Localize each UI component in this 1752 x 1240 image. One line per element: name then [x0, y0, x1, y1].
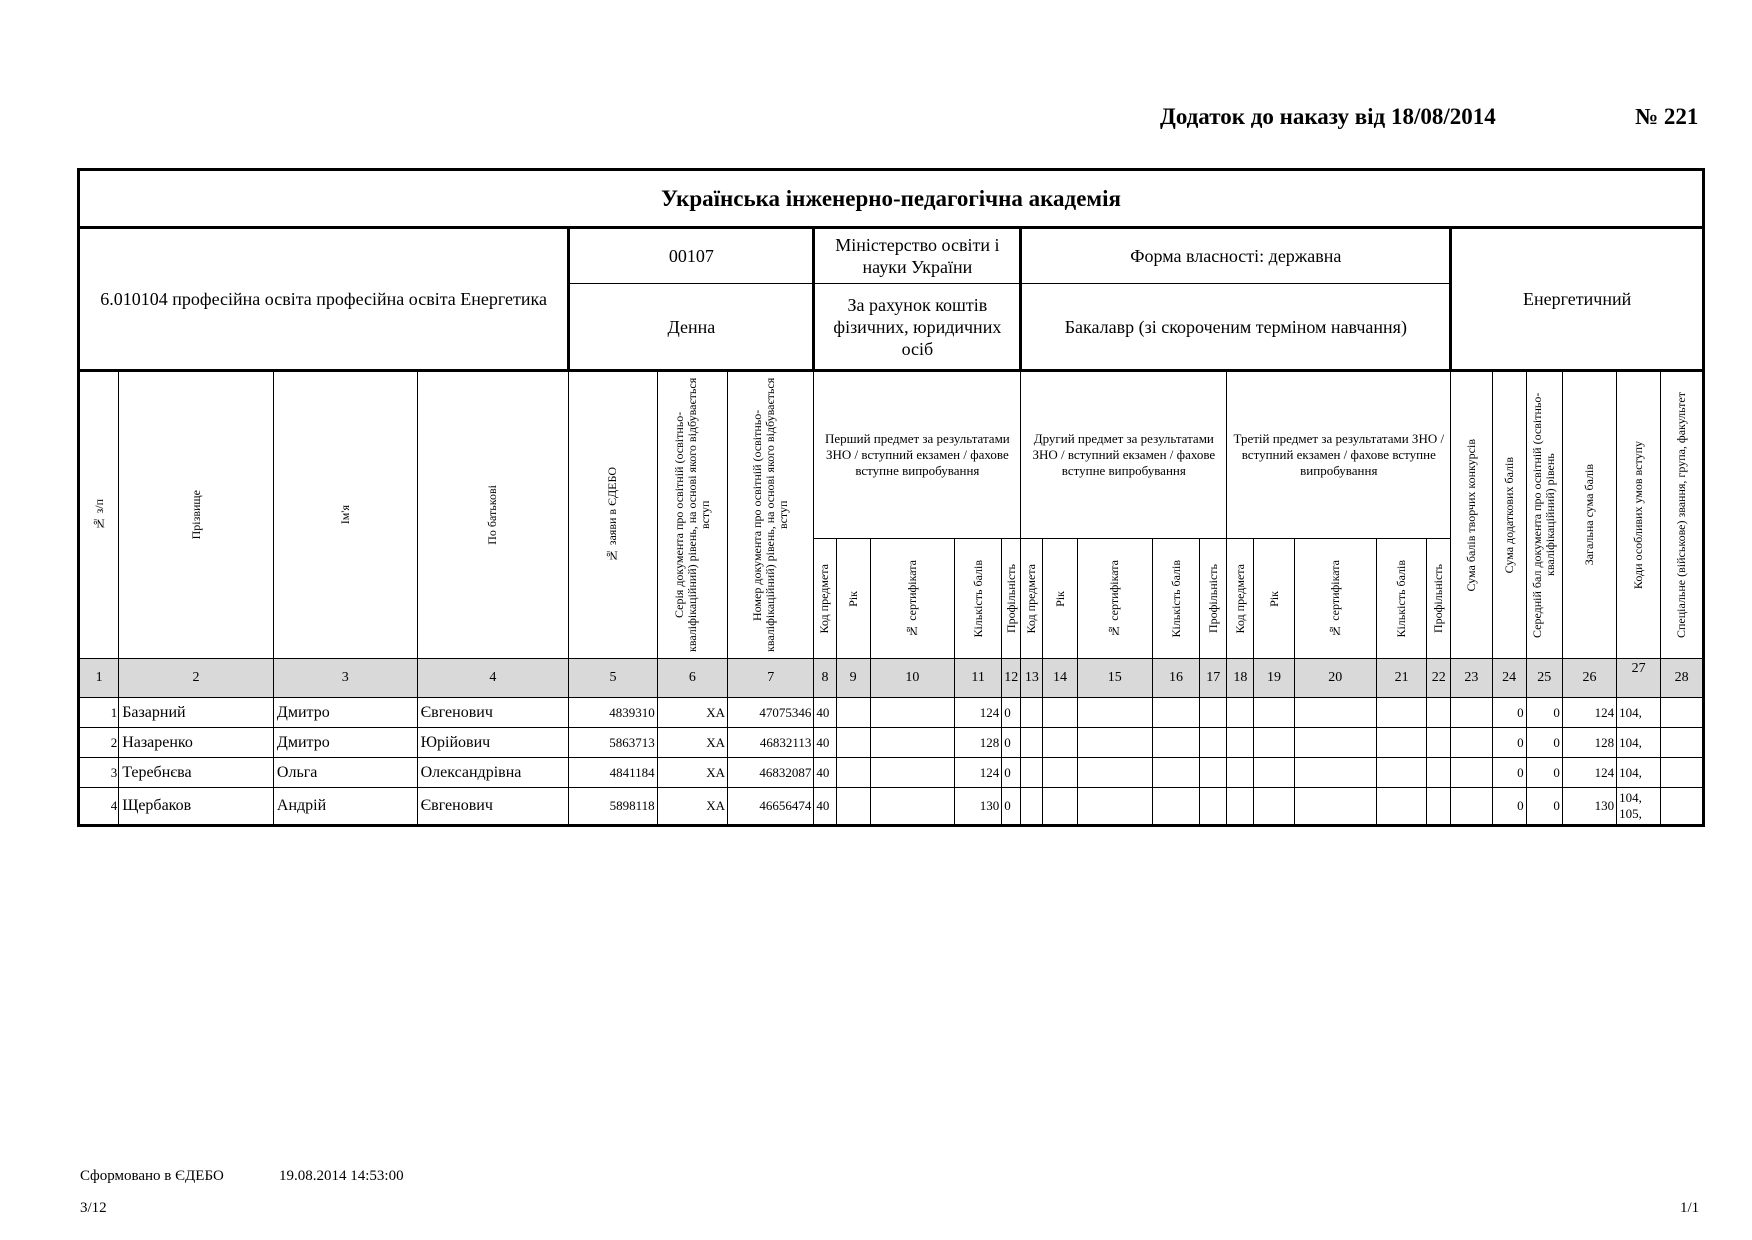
s2-score-label: Кількість балів [1168, 559, 1183, 638]
application-cell: 5863713 [569, 728, 657, 758]
column-number: 5 [569, 659, 657, 698]
col-total-header [1562, 371, 1616, 659]
empty-cell [1077, 698, 1152, 728]
s1-code-label: Код предмета [817, 563, 832, 634]
name-cell: Ольга [273, 758, 417, 788]
name-cell: Дмитро [273, 698, 417, 728]
table-row [79, 728, 1704, 758]
col-application-label: № заяви в ЄДЕБО [605, 467, 620, 563]
empty-cell [1294, 728, 1376, 758]
profile-cell: 0 [1002, 788, 1021, 826]
profile-cell: 0 [1002, 728, 1021, 758]
doc-number-cell: 47075346 [728, 698, 814, 728]
special-codes-cell: 104, [1617, 698, 1661, 728]
col-doc-series-label: Серія документа про освітній (освітньо-кваліфікаційний) рівень, на основі якого відбувається вступ [671, 377, 712, 653]
subject-code-cell: 40 [814, 758, 836, 788]
empty-cell [1043, 698, 1077, 728]
s3-code-label: Код предмета [1232, 563, 1247, 634]
empty-cell [1043, 788, 1077, 826]
col-doc-number-header [728, 371, 814, 659]
ministry: Міністерство освіти і науки України [814, 228, 1021, 284]
empty-cell [1227, 758, 1254, 788]
additional-cell: 0 [1492, 728, 1526, 758]
special-code-line: 104, [1619, 790, 1642, 805]
empty-cell [836, 788, 870, 826]
funding: За рахунок коштів фізичних, юридичних осіб [814, 284, 1021, 371]
additional-cell: 0 [1492, 758, 1526, 788]
col-special-codes-header [1617, 371, 1661, 659]
s3-profile-header [1427, 539, 1451, 659]
empty-cell [1661, 788, 1704, 826]
patronymic-cell: Олександрівна [417, 758, 569, 788]
col-creative-header [1451, 371, 1492, 659]
empty-cell [1376, 698, 1426, 728]
empty-cell [1200, 728, 1227, 758]
column-number: 27 [1617, 659, 1661, 698]
profile-cell: 0 [1002, 758, 1021, 788]
avg-cell: 0 [1526, 788, 1562, 826]
degree: Бакалавр (зі скороченим терміном навчання) [1021, 284, 1451, 371]
s1-score-header [955, 539, 1002, 659]
order-number: № 221 [1635, 104, 1699, 129]
empty-cell [836, 758, 870, 788]
empty-cell [1152, 758, 1199, 788]
doc-series-cell: ХА [657, 728, 727, 758]
column-number: 18 [1227, 659, 1254, 698]
empty-cell [870, 758, 954, 788]
generated-label: Сформовано в ЄДЕБО [80, 1168, 224, 1184]
score-cell: 128 [955, 728, 1002, 758]
col-surname-label: Прізвище [188, 490, 203, 540]
column-number: 3 [273, 659, 417, 698]
empty-cell [870, 698, 954, 728]
empty-cell [1227, 698, 1254, 728]
empty-cell [1043, 758, 1077, 788]
col-additional-label: Сума додаткових балів [1501, 456, 1516, 574]
empty-cell [1427, 698, 1451, 728]
col-patronymic-header [417, 371, 569, 659]
subject1-header: Перший предмет за результатами ЗНО / вступний екзамен / фахове вступне випробування [814, 371, 1021, 539]
row-index: 2 [79, 728, 119, 758]
subject3-header: Третій предмет за результатами ЗНО / вступний екзамен / фахове вступне випробування [1227, 371, 1451, 539]
row-index: 3 [79, 758, 119, 788]
score-cell: 124 [955, 698, 1002, 728]
empty-cell [1661, 728, 1704, 758]
s1-score-label: Кількість балів [970, 559, 985, 638]
subject-code-cell: 40 [814, 698, 836, 728]
application-cell: 5898118 [569, 788, 657, 826]
s3-year-header [1254, 539, 1294, 659]
empty-cell [1200, 788, 1227, 826]
empty-cell [1451, 728, 1492, 758]
empty-cell [1152, 788, 1199, 826]
column-number: 26 [1562, 659, 1616, 698]
doc-number-cell: 46832087 [728, 758, 814, 788]
empty-cell [1427, 758, 1451, 788]
table-row [79, 788, 1704, 826]
empty-cell [1254, 698, 1294, 728]
column-numbers-row [79, 659, 1704, 698]
s2-year-label: Рік [1052, 590, 1067, 607]
s3-cert-label: № сертифіката [1327, 559, 1342, 638]
score-cell: 130 [955, 788, 1002, 826]
s2-score-header [1152, 539, 1199, 659]
empty-cell [1376, 788, 1426, 826]
page-number: 1/1 [1680, 1200, 1700, 1216]
doc-series-cell: ХА [657, 758, 727, 788]
s3-score-label: Кількість балів [1394, 559, 1409, 638]
avg-cell: 0 [1526, 728, 1562, 758]
col-doc-series-header [657, 371, 727, 659]
order-title [1160, 104, 1752, 130]
column-number: 20 [1294, 659, 1376, 698]
empty-cell [1254, 758, 1294, 788]
column-number: 1 [79, 659, 119, 698]
empty-cell [1254, 728, 1294, 758]
empty-cell [1254, 788, 1294, 826]
empty-cell [1376, 758, 1426, 788]
col-avg-label: Середній бал документа про освітній (освітньо-кваліфікаційний) рівень [1530, 392, 1558, 638]
empty-cell [1152, 728, 1199, 758]
s1-profile-header [1002, 539, 1021, 659]
col-name-header [273, 371, 417, 659]
column-number: 17 [1200, 659, 1227, 698]
s2-profile-header [1200, 539, 1227, 659]
s1-cert-label: № сертифіката [904, 559, 919, 638]
s1-year-header [836, 539, 870, 659]
surname-cell: Теребнєва [119, 758, 274, 788]
col-special-codes-label: Коди особливих умов вступу [1631, 440, 1646, 590]
column-number: 25 [1526, 659, 1562, 698]
empty-cell [1427, 788, 1451, 826]
s1-cert-header [870, 539, 954, 659]
col-additional-header [1492, 371, 1526, 659]
special-codes-cell: 104, [1617, 728, 1661, 758]
name-cell: Дмитро [273, 728, 417, 758]
s2-cert-label: № сертифіката [1107, 559, 1122, 638]
empty-cell [870, 728, 954, 758]
s3-cert-header [1294, 539, 1376, 659]
column-number: 12 [1002, 659, 1021, 698]
institution-code: 00107 [569, 228, 814, 284]
empty-cell [1200, 758, 1227, 788]
generated-datetime: 19.08.2014 14:53:00 [279, 1168, 404, 1184]
application-cell: 4839310 [569, 698, 657, 728]
column-number: 23 [1451, 659, 1492, 698]
avg-cell: 0 [1526, 758, 1562, 788]
patronymic-cell: Євгенович [417, 698, 569, 728]
empty-cell [1451, 698, 1492, 728]
empty-cell [1077, 758, 1152, 788]
column-number: 4 [417, 659, 569, 698]
empty-cell [1021, 788, 1043, 826]
empty-cell [1294, 698, 1376, 728]
doc-number-cell: 46656474 [728, 788, 814, 826]
s1-code-header [814, 539, 836, 659]
column-number: 11 [955, 659, 1002, 698]
empty-cell [1021, 698, 1043, 728]
surname-cell: Щербаков [119, 788, 274, 826]
specialty-text: 6.010104 професійна освіта професійна освіта Енергетика [100, 289, 547, 309]
col-special-rank-label: Спеціальне (військове) звання, група, факультет [1674, 391, 1689, 638]
row-index: 1 [79, 698, 119, 728]
col-patronymic-label: По батькові [485, 485, 500, 545]
s1-profile-label: Профільність [1003, 563, 1018, 634]
column-number: 22 [1427, 659, 1451, 698]
col-application-header [569, 371, 657, 659]
empty-cell [1043, 728, 1077, 758]
column-number: 13 [1021, 659, 1043, 698]
s2-profile-label: Профільність [1205, 563, 1220, 634]
empty-cell [870, 788, 954, 826]
empty-cell [1077, 728, 1152, 758]
total-cell: 124 [1562, 698, 1616, 728]
additional-cell: 0 [1492, 698, 1526, 728]
column-number: 9 [836, 659, 870, 698]
col-surname-header [119, 371, 274, 659]
table-row [79, 758, 1704, 788]
special-codes-cell: 104, [1617, 758, 1661, 788]
specialty [79, 228, 569, 371]
s2-code-label: Код предмета [1024, 563, 1039, 634]
col-avg-header [1526, 371, 1562, 659]
sheet-number: 3/12 [80, 1200, 107, 1216]
empty-cell [836, 698, 870, 728]
special-codes-cell [1617, 788, 1661, 826]
profile-cell: 0 [1002, 698, 1021, 728]
column-number: 14 [1043, 659, 1077, 698]
institution-name: Українська інженерно-педагогічна академія [79, 170, 1704, 228]
empty-cell [1451, 758, 1492, 788]
empty-cell [1152, 698, 1199, 728]
subject-code-cell: 40 [814, 788, 836, 826]
surname-cell: Базарний [119, 698, 274, 728]
s3-profile-label: Профільність [1431, 563, 1446, 634]
col-doc-number-label: Номер документа про освітній (освітньо-кваліфікаційний) рівень, на основі якого відбувається вступ [750, 377, 791, 653]
empty-cell [1227, 788, 1254, 826]
empty-cell [1661, 698, 1704, 728]
admission-table [77, 168, 1705, 827]
patronymic-cell: Юрійович [417, 728, 569, 758]
s3-code-header [1227, 539, 1254, 659]
s2-cert-header [1077, 539, 1152, 659]
col-num-label: № з/п [91, 499, 106, 531]
score-cell: 124 [955, 758, 1002, 788]
col-num-header [79, 371, 119, 659]
total-cell: 124 [1562, 758, 1616, 788]
empty-cell [1451, 788, 1492, 826]
doc-series-cell: ХА [657, 698, 727, 728]
surname-cell: Назаренко [119, 728, 274, 758]
additional-cell: 0 [1492, 788, 1526, 826]
column-number: 6 [657, 659, 727, 698]
empty-cell [1427, 728, 1451, 758]
doc-series-cell: ХА [657, 788, 727, 826]
column-number: 10 [870, 659, 954, 698]
empty-cell [1021, 758, 1043, 788]
column-number: 24 [1492, 659, 1526, 698]
row-index: 4 [79, 788, 119, 826]
avg-cell: 0 [1526, 698, 1562, 728]
ownership: Форма власності: державна [1021, 228, 1451, 284]
s2-year-header [1043, 539, 1077, 659]
order-text: Додаток до наказу від 18/08/2014 [1160, 104, 1496, 129]
name-cell: Андрій [273, 788, 417, 826]
column-number: 28 [1661, 659, 1704, 698]
special-code-line: 105, [1619, 806, 1642, 821]
col-name-label: Ім'я [337, 505, 352, 525]
empty-cell [1077, 788, 1152, 826]
patronymic-cell: Євгенович [417, 788, 569, 826]
s1-year-label: Рік [845, 590, 860, 607]
empty-cell [1294, 758, 1376, 788]
s2-code-header [1021, 539, 1043, 659]
empty-cell [1376, 728, 1426, 758]
empty-cell [1200, 698, 1227, 728]
column-number: 7 [728, 659, 814, 698]
empty-cell [1294, 788, 1376, 826]
empty-cell [836, 728, 870, 758]
col-total-label: Загальна сума балів [1581, 464, 1596, 566]
empty-cell [1227, 728, 1254, 758]
total-cell: 128 [1562, 728, 1616, 758]
s3-score-header [1376, 539, 1426, 659]
col-creative-label: Сума балів творчих конкурсів [1463, 438, 1478, 592]
empty-cell [1661, 758, 1704, 788]
subject2-header: Другий предмет за результатами ЗНО / вступний екзамен / фахове вступне випробування [1021, 371, 1227, 539]
total-cell: 130 [1562, 788, 1616, 826]
study-form: Денна [569, 284, 814, 371]
empty-cell [1021, 728, 1043, 758]
subject-code-cell: 40 [814, 728, 836, 758]
doc-number-cell: 46832113 [728, 728, 814, 758]
column-number: 19 [1254, 659, 1294, 698]
column-number: 21 [1376, 659, 1426, 698]
application-cell: 4841184 [569, 758, 657, 788]
table-row [79, 698, 1704, 728]
faculty: Енергетичний [1451, 228, 1704, 371]
column-number: 16 [1152, 659, 1199, 698]
col-special-rank-header [1661, 371, 1704, 659]
s3-year-label: Рік [1266, 590, 1281, 607]
column-number: 15 [1077, 659, 1152, 698]
column-number: 8 [814, 659, 836, 698]
column-number: 2 [119, 659, 274, 698]
